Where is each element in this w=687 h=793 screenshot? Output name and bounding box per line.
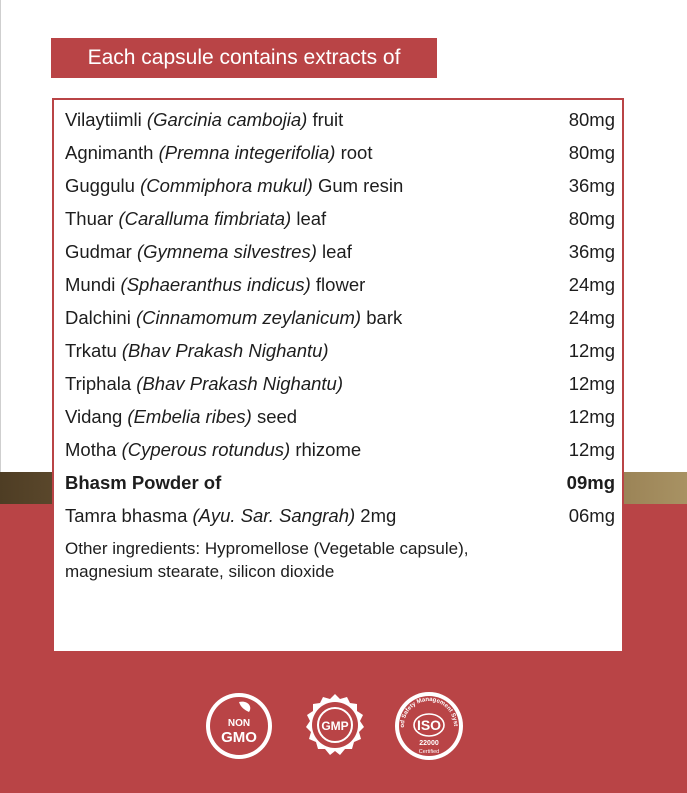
ingredient-row: [65, 169, 615, 202]
ingredient-amount: 12mg: [568, 438, 615, 460]
tamra-row: [65, 499, 615, 532]
svg-text:Food Safety Management System: od Safety Management Syst: [399, 696, 459, 728]
tamra-amount: 06mg: [568, 504, 615, 526]
ingredients-card: [52, 98, 624, 653]
ingredient-name: Thuar (Caralluma fimbriata) leaf: [65, 207, 327, 229]
ingredient-row: [65, 367, 615, 400]
ingredient-row: [65, 268, 615, 301]
ingredient-row: [65, 433, 615, 466]
ingredient-name: Triphala (Bhav Prakash Nighantu): [65, 372, 343, 394]
svg-text:ISO: ISO: [416, 717, 442, 733]
other-ingredients-line: Other ingredients: Hypromellose (Vegetable capsule),: [65, 539, 469, 558]
gmp-badge: [299, 690, 371, 762]
ingredient-name: Guggulu (Commiphora mukul) Gum resin: [65, 174, 404, 196]
page-edge-line: [0, 0, 1, 475]
other-ingredients: [65, 537, 605, 583]
ingredient-row: [65, 103, 615, 136]
ingredient-amount: 24mg: [568, 306, 615, 328]
tamra-name: Tamra bhasma (Ayu. Sar. Sangrah) 2mg: [65, 504, 397, 526]
bhasm-label: Bhasm Powder of: [65, 471, 222, 493]
ingredient-row: [65, 202, 615, 235]
bhasm-row: [65, 466, 615, 499]
ingredient-amount: 36mg: [568, 174, 615, 196]
svg-text:Certified: Certified: [418, 749, 440, 755]
non-gmo-leaf-icon: [203, 690, 275, 762]
ingredient-row: [65, 400, 615, 433]
iso-globe-icon: [393, 690, 465, 762]
iso-22000-badge: [393, 690, 465, 762]
ingredient-amount: 12mg: [568, 372, 615, 394]
ingredient-amount: 12mg: [568, 339, 615, 361]
ingredient-amount: 80mg: [568, 108, 615, 130]
ingredient-name: Trkatu (Bhav Prakash Nighantu): [65, 339, 329, 361]
ingredient-name: Gudmar (Gymnema silvestres) leaf: [65, 240, 352, 262]
composition-heading-text: Each capsule contains extracts of: [87, 46, 401, 69]
ingredient-name: Mundi (Sphaeranthus indicus) flower: [65, 273, 366, 295]
gmp-seal-icon: [299, 690, 371, 762]
ingredient-amount: 12mg: [568, 405, 615, 427]
ingredient-name: Vidang (Embelia ribes) seed: [65, 405, 298, 427]
certification-badges: [203, 690, 473, 770]
svg-text:22000: 22000: [419, 740, 439, 747]
ingredient-amount: 80mg: [568, 141, 615, 163]
ingredient-name: Dalchini (Cinnamomum zeylanicum) bark: [65, 306, 403, 328]
ingredient-row: [65, 334, 615, 367]
ingredient-amount: 24mg: [568, 273, 615, 295]
ingredient-row: [65, 136, 615, 169]
ingredient-name: Vilaytiimli (Garcinia cambojia) fruit: [65, 108, 344, 130]
svg-text:GMO: GMO: [221, 729, 257, 746]
ingredient-row: [65, 301, 615, 334]
ingredient-name: Agnimanth (Premna integerifolia) root: [65, 141, 373, 163]
svg-text:GMP: GMP: [321, 719, 349, 733]
other-ingredients-line: magnesium stearate, silicon dioxide: [65, 562, 335, 581]
non-gmo-badge: [203, 690, 275, 762]
ingredient-name: Motha (Cyperous rotundus) rhizome: [65, 438, 362, 460]
bhasm-amount: 09mg: [566, 471, 615, 493]
ingredient-amount: 36mg: [568, 240, 615, 262]
ingredient-amount: 80mg: [568, 207, 615, 229]
composition-heading: [51, 38, 437, 78]
svg-text:NON: NON: [227, 718, 251, 729]
ingredient-row: [65, 235, 615, 268]
